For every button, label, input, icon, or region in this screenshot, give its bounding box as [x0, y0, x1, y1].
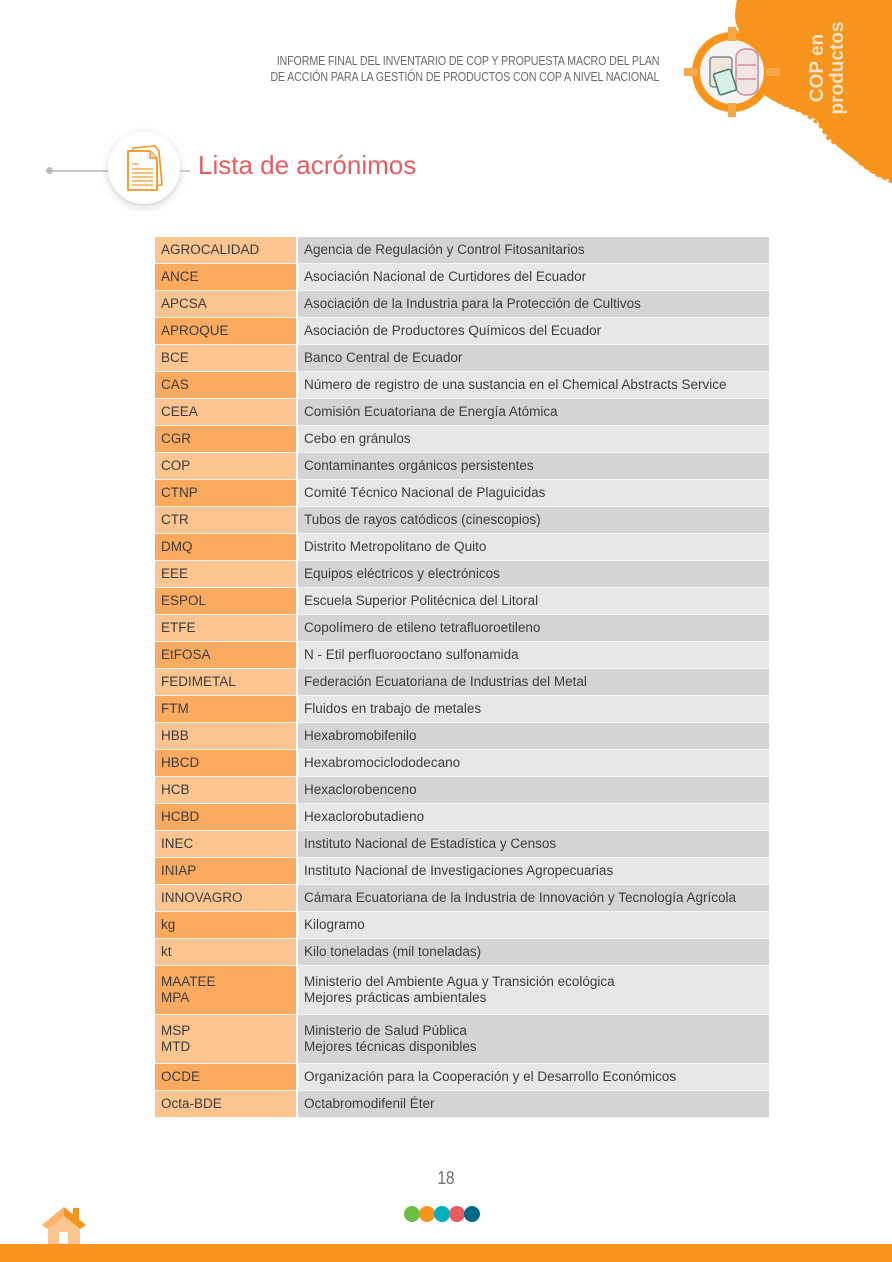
documents-icon [125, 145, 165, 191]
acronym: INNOVAGRO [161, 890, 243, 905]
description-cell [297, 642, 769, 669]
acronym: COP [161, 458, 191, 473]
acronyms-table [155, 237, 769, 1118]
acronym-cell [155, 615, 297, 642]
table-row [155, 966, 769, 1015]
table-row [155, 885, 769, 912]
page-title: Lista de acrónimos [198, 150, 417, 180]
acronym: EtFOSA [161, 647, 211, 662]
acronym-description: Ministerio del Ambiente Agua y Transición ecológica [304, 974, 615, 989]
color-dot [464, 1206, 480, 1222]
acronym: CTR [161, 512, 189, 527]
table-row [155, 696, 769, 723]
description-cell [297, 453, 769, 480]
description-cell [297, 1064, 769, 1091]
table-row [155, 804, 769, 831]
title-connector-dot [46, 167, 53, 174]
acronym-cell [155, 804, 297, 831]
acronym-cell [155, 723, 297, 750]
table-row [155, 426, 769, 453]
acronym: FTM [161, 701, 189, 716]
acronym: kt [161, 944, 172, 959]
description-cell [297, 480, 769, 507]
acronym: CAS [161, 377, 189, 392]
description-cell [297, 804, 769, 831]
acronym-cell [155, 237, 297, 264]
acronym-description: Asociación de la Industria para la Protección de Cultivos [304, 296, 641, 311]
table-row [155, 912, 769, 939]
acronym-cell [155, 1064, 297, 1091]
table-row [155, 831, 769, 858]
table-row [155, 480, 769, 507]
table-row [155, 1015, 769, 1064]
acronym-cell [155, 561, 297, 588]
acronym: HBCD [161, 755, 200, 770]
acronym-description: Escuela Superior Politécnica del Litoral [304, 593, 539, 608]
description-cell [297, 615, 769, 642]
description-cell [297, 588, 769, 615]
table-row [155, 1091, 769, 1118]
acronym-description: Equipos eléctricos y electrónicos [304, 566, 500, 581]
acronym: HCBD [161, 809, 200, 824]
acronym: MSP [161, 1023, 191, 1038]
side-label-line2: productos [827, 21, 848, 115]
acronym: DMQ [161, 539, 193, 554]
acronym-cell [155, 426, 297, 453]
acronym: AGROCALIDAD [161, 242, 260, 257]
acronym-description: Octabromodifenil Éter [304, 1096, 435, 1111]
acronym-description: Tubos de rayos catódicos (cinescopios) [304, 512, 541, 527]
side-label [808, 18, 848, 118]
acronym-cell [155, 453, 297, 480]
description-cell [297, 345, 769, 372]
side-label-line1: COP en [807, 33, 828, 103]
acronym-cell [155, 291, 297, 318]
table-row [155, 588, 769, 615]
acronym: CGR [161, 431, 191, 446]
acronym: APCSA [161, 296, 207, 311]
footer-bar [0, 1244, 892, 1262]
acronym-description: Ministerio de Salud Pública [304, 1023, 467, 1038]
acronym-cell [155, 696, 297, 723]
description-cell [297, 885, 769, 912]
description-cell [297, 291, 769, 318]
acronym: HBB [161, 728, 189, 743]
acronym-description: Kilogramo [304, 917, 365, 932]
description-cell [297, 1015, 769, 1064]
acronym-description: Copolímero de etileno tetrafluoroetileno [304, 620, 541, 635]
acronym-cell [155, 372, 297, 399]
table-row [155, 291, 769, 318]
table-row [155, 723, 769, 750]
acronym: INEC [161, 836, 194, 851]
title-connector-tail [180, 170, 188, 172]
acronym-description: Comisión Ecuatoriana de Energía Atómica [304, 404, 558, 419]
acronym-description: N - Etil perfluorooctano sulfonamida [304, 647, 519, 662]
acronym-cell [155, 588, 297, 615]
description-cell [297, 750, 769, 777]
acronym: MTD [161, 1039, 191, 1054]
acronym-description: Mejores técnicas disponibles [304, 1039, 477, 1054]
document-header-line2: DE ACCIÓN PARA LA GESTIÓN DE PRODUCTOS CON COP A NIVEL NACIONAL [269, 70, 659, 84]
description-cell [297, 696, 769, 723]
color-dot [449, 1206, 465, 1222]
description-cell [297, 372, 769, 399]
description-cell [297, 966, 769, 1015]
description-cell [297, 426, 769, 453]
description-cell [297, 399, 769, 426]
acronym-description: Federación Ecuatoriana de Industrias del Metal [304, 674, 587, 689]
acronym: ETFE [161, 620, 196, 635]
acronym: EEE [161, 566, 189, 581]
table-row [155, 507, 769, 534]
acronym-cell [155, 858, 297, 885]
acronym: HCB [161, 782, 190, 797]
acronym-description: Cámara Ecuatoriana de la Industria de Innovación y Tecnología Agrícola [304, 890, 737, 905]
acronym-cell [155, 534, 297, 561]
acronym: OCDE [161, 1069, 201, 1084]
table-row [155, 858, 769, 885]
acronym: CTNP [161, 485, 198, 500]
acronym-cell [155, 831, 297, 858]
description-cell [297, 318, 769, 345]
acronym-cell [155, 966, 297, 1015]
acronym: CEEA [161, 404, 198, 419]
acronym-cell [155, 264, 297, 291]
acronym: APROQUE [161, 323, 229, 338]
acronyms-table-body [155, 237, 769, 1118]
acronym-description: Asociación de Productores Químicos del Ecuador [304, 323, 602, 338]
acronym-description: Organización para la Cooperación y el Desarrollo Económicos [304, 1069, 677, 1084]
acronym-description: Hexabromociclododecano [304, 755, 461, 770]
acronym-description: Agencia de Regulación y Control Fitosanitarios [304, 242, 585, 257]
acronym: MPA [161, 990, 190, 1005]
table-row [155, 399, 769, 426]
acronym-cell [155, 1015, 297, 1064]
acronym-cell [155, 885, 297, 912]
acronym-description: Comité Técnico Nacional de Plaguicidas [304, 485, 546, 500]
acronym: INIAP [161, 863, 197, 878]
description-cell [297, 939, 769, 966]
cop-products-logo [684, 27, 780, 117]
acronym-description: Banco Central de Ecuador [304, 350, 463, 365]
table-row [155, 318, 769, 345]
document-header-line1: INFORME FINAL DEL INVENTARIO DE COP Y PROPUESTA MACRO DEL PLAN [276, 54, 659, 68]
acronym: Octa-BDE [161, 1096, 222, 1111]
description-cell [297, 777, 769, 804]
table-row [155, 561, 769, 588]
table-row [155, 939, 769, 966]
description-cell [297, 507, 769, 534]
acronym-cell [155, 318, 297, 345]
table-row [155, 750, 769, 777]
table-row [155, 237, 769, 264]
acronym: BCE [161, 350, 189, 365]
description-cell [297, 723, 769, 750]
table-row [155, 615, 769, 642]
acronym-cell [155, 750, 297, 777]
description-cell [297, 1091, 769, 1118]
color-dot [404, 1206, 420, 1222]
table-row [155, 642, 769, 669]
description-cell [297, 534, 769, 561]
acronym: ESPOL [161, 593, 207, 608]
acronym-cell [155, 939, 297, 966]
page-number: 18 [437, 1168, 455, 1188]
color-dot [434, 1206, 450, 1222]
acronym-cell [155, 399, 297, 426]
acronym-description: Hexaclorobenceno [304, 782, 417, 797]
description-cell [297, 561, 769, 588]
table-row [155, 264, 769, 291]
description-cell [297, 858, 769, 885]
document-header [270, 53, 659, 85]
acronym: FEDIMETAL [161, 674, 236, 689]
acronym-description: Asociación Nacional de Curtidores del Ecuador [304, 269, 587, 284]
description-cell [297, 912, 769, 939]
color-dots [404, 1206, 479, 1222]
title-icon-badge [108, 132, 180, 204]
description-cell [297, 831, 769, 858]
acronym-cell [155, 642, 297, 669]
acronym-description: Fluidos en trabajo de metales [304, 701, 482, 716]
acronym-cell [155, 345, 297, 372]
home-icon[interactable] [40, 1205, 88, 1245]
acronym: kg [161, 917, 176, 932]
acronym-cell [155, 480, 297, 507]
acronym-description: Mejores prácticas ambientales [304, 990, 487, 1005]
acronym-cell [155, 507, 297, 534]
table-row [155, 453, 769, 480]
acronym-description: Instituto Nacional de Investigaciones Agropecuarias [304, 863, 614, 878]
acronym-description: Número de registro de una sustancia en el Chemical Abstracts Service [304, 377, 727, 392]
color-dot [419, 1206, 435, 1222]
acronym-cell [155, 1091, 297, 1118]
acronym-cell [155, 777, 297, 804]
acronym-cell [155, 912, 297, 939]
acronym-description: Cebo en gránulos [304, 431, 411, 446]
acronym-description: Hexaclorobutadieno [304, 809, 425, 824]
acronym-description: Instituto Nacional de Estadística y Censos [304, 836, 557, 851]
acronym-description: Kilo toneladas (mil toneladas) [304, 944, 482, 959]
description-cell [297, 237, 769, 264]
table-row [155, 1064, 769, 1091]
description-cell [297, 264, 769, 291]
table-row [155, 777, 769, 804]
acronym-cell [155, 669, 297, 696]
table-row [155, 372, 769, 399]
description-cell [297, 669, 769, 696]
acronym-description: Hexabromobifenilo [304, 728, 417, 743]
acronym: ANCE [161, 269, 199, 284]
acronym-description: Distrito Metropolitano de Quito [304, 539, 487, 554]
acronym-description: Contaminantes orgánicos persistentes [304, 458, 534, 473]
table-row [155, 345, 769, 372]
table-row [155, 534, 769, 561]
table-row [155, 669, 769, 696]
acronym: MAATEE [161, 974, 216, 989]
